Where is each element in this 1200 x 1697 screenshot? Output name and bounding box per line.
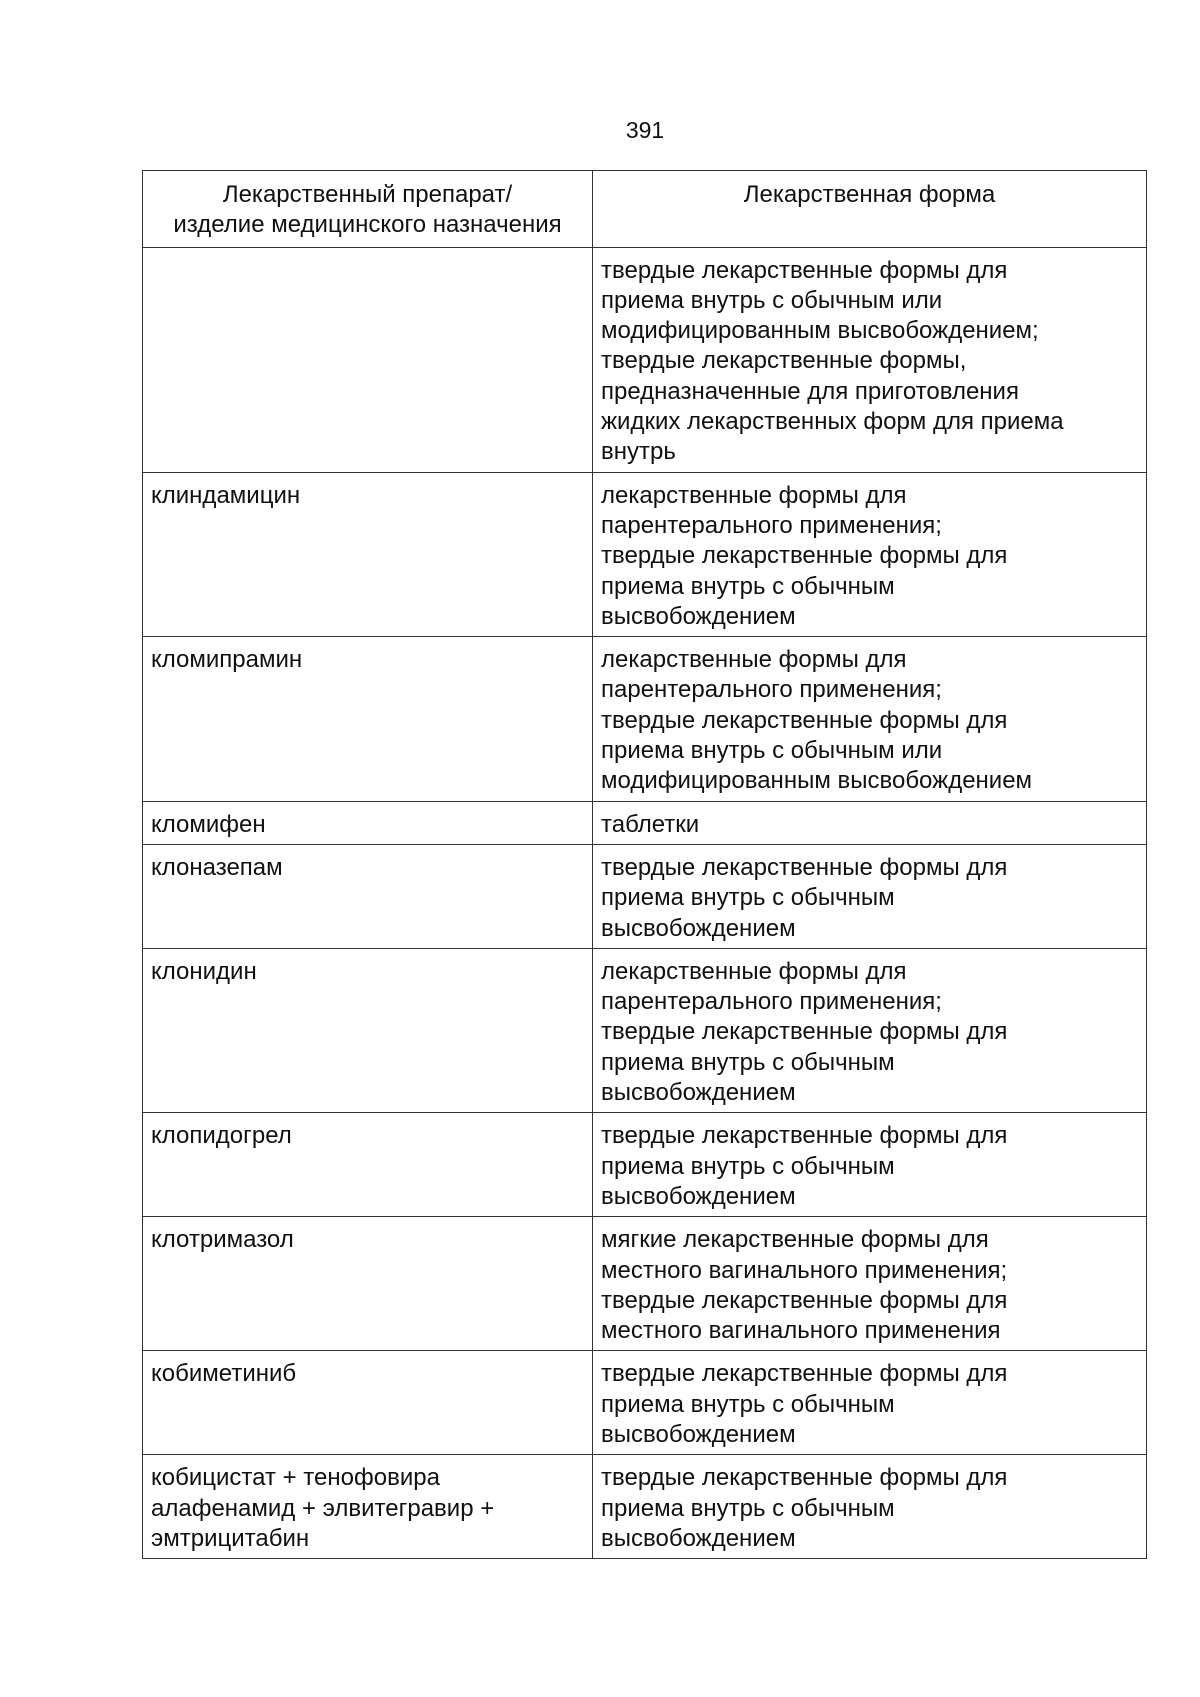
dosage-form-line: твердые лекарственные формы для — [601, 1122, 1008, 1150]
header-drug — [143, 171, 593, 248]
dosage-form-line: приема внутрь с обычным или — [601, 286, 943, 314]
dosage-form-line: внутрь — [601, 438, 676, 466]
drug-name-line: клиндамицин — [151, 481, 301, 509]
dosage-form-line: лекарственные формы для — [601, 481, 907, 509]
dosage-form-line: приема внутрь с обычным — [601, 1494, 895, 1522]
drug-name-cell — [143, 637, 593, 801]
dosage-form-line: высвобождением — [601, 602, 796, 630]
header-line: Лекарственная форма — [743, 181, 996, 208]
dosage-form-line: приема внутрь с обычным — [601, 1152, 895, 1180]
dosage-form-cell — [593, 247, 1147, 472]
dosage-form-line: твердые лекарственные формы для — [601, 1360, 1008, 1388]
dosage-form-line: жидких лекарственных форм для приема — [601, 408, 1064, 436]
dosage-form-line: высвобождением — [601, 1524, 796, 1552]
dosage-form-cell — [593, 637, 1147, 801]
page-number: 391 — [625, 117, 665, 143]
table-row — [143, 844, 1147, 948]
drug-name-cell — [143, 801, 593, 844]
dosage-form-line: высвобождением — [601, 1182, 796, 1210]
dosage-form-line: модифицированным высвобождением — [601, 767, 1033, 795]
dosage-form-cell — [593, 1217, 1147, 1351]
dosage-form-line: местного вагинального применения; — [601, 1256, 1008, 1284]
header-line: Лекарственный препарат/ — [222, 181, 513, 208]
header-form — [593, 171, 1147, 248]
dosage-form-line: твердые лекарственные формы, — [601, 347, 967, 375]
drug-name-line: кломифен — [151, 810, 266, 838]
dosage-form-line: лекарственные формы для — [601, 957, 907, 985]
table-row — [143, 472, 1147, 636]
table-row — [143, 1217, 1147, 1351]
dosage-form-line: парентерального применения; — [601, 988, 942, 1016]
dosage-form-line: парентерального применения; — [601, 511, 942, 539]
drug-name-line: клотримазол — [151, 1226, 294, 1254]
dosage-form-line: мягкие лекарственные формы для — [601, 1226, 989, 1254]
table-row — [143, 948, 1147, 1112]
dosage-form-line: твердые лекарственные формы для — [601, 706, 1008, 734]
drug-name-cell — [143, 1351, 593, 1455]
drug-name-cell — [143, 1455, 593, 1559]
drug-name-line: кобиметиниб — [151, 1360, 297, 1388]
dosage-form-line: приема внутрь с обычным — [601, 572, 895, 600]
drug-name-line: эмтрицитабин — [151, 1524, 310, 1552]
dosage-form-line: приема внутрь с обычным — [601, 884, 895, 912]
dosage-form-cell — [593, 1455, 1147, 1559]
dosage-form-line: твердые лекарственные формы для — [601, 256, 1008, 284]
drug-name-cell — [143, 844, 593, 948]
table-row — [143, 247, 1147, 472]
dosage-form-line: местного вагинального применения — [601, 1317, 1001, 1345]
drug-name-cell — [143, 247, 593, 472]
dosage-form-line: приема внутрь с обычным — [601, 1048, 895, 1076]
drug-name-line: клонидин — [151, 957, 257, 985]
dosage-form-line: твердые лекарственные формы для — [601, 853, 1008, 881]
dosage-form-line: высвобождением — [601, 1079, 796, 1107]
drug-name-line: алафенамид + элвитегравир + — [151, 1494, 495, 1522]
drug-name-line: клопидогрел — [151, 1122, 292, 1150]
dosage-form-line: парентерального применения; — [601, 676, 942, 704]
table-row — [143, 1113, 1147, 1217]
dosage-form-cell — [593, 1113, 1147, 1217]
drug-name-line: кобицистат + тенофовира — [151, 1464, 440, 1492]
dosage-form-line: твердые лекарственные формы для — [601, 542, 1008, 570]
table-row — [143, 637, 1147, 801]
dosage-form-line: твердые лекарственные формы для — [601, 1286, 1008, 1314]
dosage-form-line: твердые лекарственные формы для — [601, 1018, 1008, 1046]
dosage-form-line: модифицированным высвобождением; — [601, 317, 1039, 345]
dosage-form-line: предназначенные для приготовления — [601, 377, 1019, 405]
table-row — [143, 1455, 1147, 1559]
table-body — [143, 247, 1147, 1559]
drug-name-line: кломипрамин — [151, 646, 303, 674]
dosage-form-line: приема внутрь с обычным — [601, 1390, 895, 1418]
table-header-row — [143, 171, 1147, 248]
dosage-form-line: приема внутрь с обычным или — [601, 737, 943, 765]
header-line: изделие медицинского назначения — [173, 211, 562, 239]
table-row — [143, 801, 1147, 844]
dosage-form-cell — [593, 948, 1147, 1112]
dosage-form-cell — [593, 844, 1147, 948]
drug-name-line: клоназепам — [151, 853, 283, 881]
table-row — [143, 1351, 1147, 1455]
dosage-form-cell — [593, 801, 1147, 844]
dosage-form-line: таблетки — [601, 810, 700, 838]
dosage-form-line: высвобождением — [601, 914, 796, 942]
drug-table — [142, 170, 1147, 1559]
dosage-form-cell — [593, 1351, 1147, 1455]
drug-name-cell — [143, 1113, 593, 1217]
dosage-form-line: лекарственные формы для — [601, 646, 907, 674]
dosage-form-line: твердые лекарственные формы для — [601, 1464, 1008, 1492]
drug-name-cell — [143, 1217, 593, 1351]
drug-name-cell — [143, 472, 593, 636]
drug-name-cell — [143, 948, 593, 1112]
dosage-form-line: высвобождением — [601, 1420, 796, 1448]
dosage-form-cell — [593, 472, 1147, 636]
